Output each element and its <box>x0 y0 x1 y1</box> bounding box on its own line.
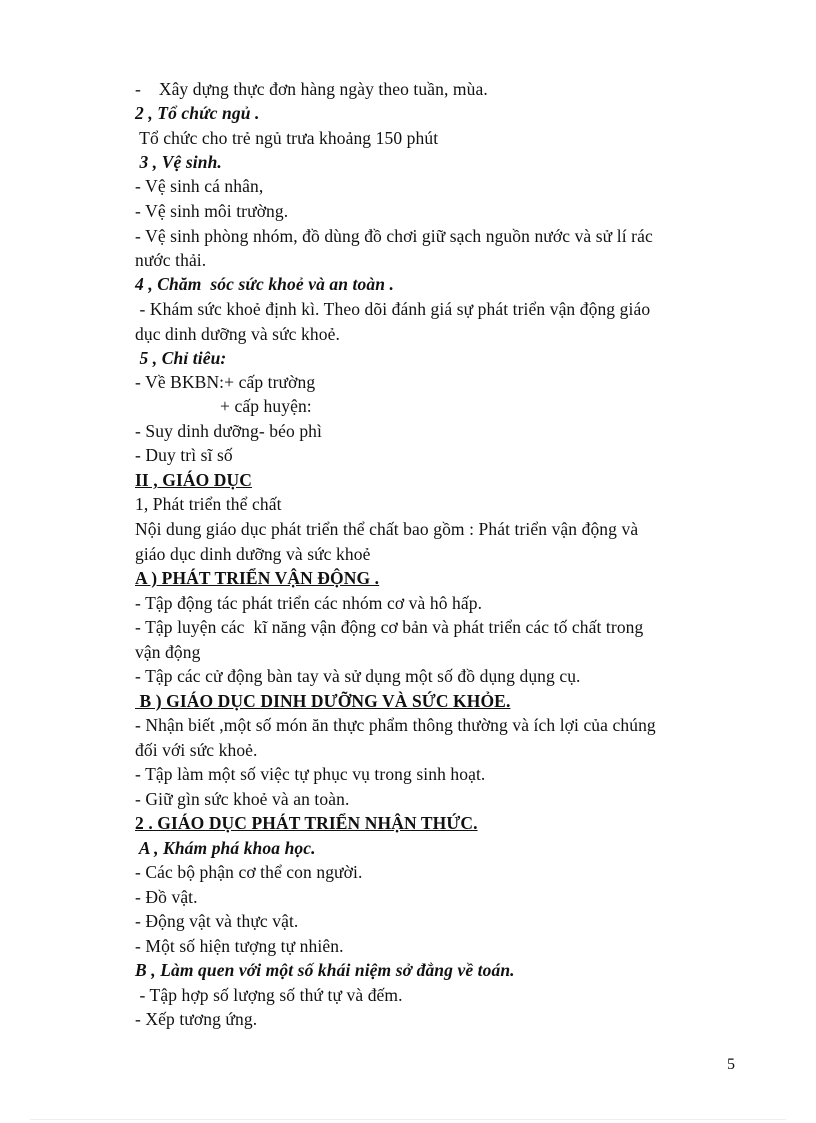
text-line: - Tập động tác phát triển các nhóm cơ và hô hấp. <box>135 593 483 613</box>
section-heading: A , Khám phá khoa học. <box>135 838 316 858</box>
text-line: - Vệ sinh môi trường. <box>135 201 289 221</box>
section-heading: 4 , Chăm sóc sức khoẻ và an toàn . <box>135 274 395 294</box>
section-heading: 2 , Tổ chức ngủ . <box>135 103 260 123</box>
text-line: Nội dung giáo dục phát triển thể chất bao gồm : Phát triển vận động và <box>135 519 639 539</box>
section-heading: 5 , Chỉ tiêu: <box>135 348 227 368</box>
chapter-heading: 2 . GIÁO DỤC PHÁT TRIỂN NHẬN THỨC. <box>135 813 478 833</box>
text-line: - Suy dinh dưỡng- béo phì <box>135 421 322 441</box>
text-line: vận động <box>135 642 201 662</box>
text-line: giáo dục dinh dưỡng và sức khoẻ <box>135 544 371 564</box>
text-line: - Các bộ phận cơ thể con người. <box>135 862 363 882</box>
text-line: - Xây dựng thực đơn hàng ngày theo tuần, mùa. <box>135 79 488 99</box>
text-line: nước thải. <box>135 250 207 270</box>
text-line: - Vệ sinh cá nhân, <box>135 176 264 196</box>
text-line: dục dinh dưỡng và sức khoẻ. <box>135 324 340 344</box>
text-line: - Một số hiện tượng tự nhiên. <box>135 936 344 956</box>
section-heading: B , Làm quen với một số khái niệm sở đẳng về toán. <box>135 960 515 980</box>
chapter-heading: II , GIÁO DỤC <box>135 470 253 490</box>
page-bottom-edge <box>30 1119 786 1120</box>
text-line: - Khám sức khoẻ định kì. Theo dõi đánh giá sự phát triển vận động giáo <box>135 299 651 319</box>
subsection-heading: 1, Phát triển thể chất <box>135 494 282 514</box>
text-line: - Đồ vật. <box>135 887 198 907</box>
text-line: - Về BKBN:+ cấp trường <box>135 372 316 392</box>
text-line: - Tập luyện các kĩ năng vận động cơ bản và phát triển các tố chất trong <box>135 617 644 637</box>
text-line: đối với sức khoẻ. <box>135 740 258 760</box>
text-line: Tổ chức cho trẻ ngủ trưa khoảng 150 phút <box>135 128 439 148</box>
text-line: - Vệ sinh phòng nhóm, đồ dùng đồ chơi giữ sạch nguồn nước và sử lí rác <box>135 226 653 246</box>
text-line: - Tập làm một số việc tự phục vụ trong sinh hoạt. <box>135 764 486 784</box>
page-number: 5 <box>727 1056 735 1073</box>
section-heading: B ) GIÁO DỤC DINH DƯỠNG VÀ SỨC KHỎE. <box>135 691 511 711</box>
text-line: - Tập các cử động bàn tay và sử dụng một số đồ dụng dụng cụ. <box>135 666 581 686</box>
section-heading: 3 , Vệ sinh. <box>135 152 222 172</box>
text-line: - Xếp tương ứng. <box>135 1009 258 1029</box>
section-heading: A ) PHÁT TRIỂN VẬN ĐỘNG . <box>135 568 380 588</box>
text-line: - Nhận biết ,một số món ăn thực phẩm thông thường và ích lợi của chúng <box>135 715 656 735</box>
text-line: - Động vật và thực vật. <box>135 911 299 931</box>
text-line: - Tập hợp số lượng số thứ tự và đếm. <box>135 985 403 1005</box>
text-line: - Duy trì sĩ số <box>135 445 233 465</box>
text-line: + cấp huyện: <box>135 396 312 416</box>
text-line: - Giữ gìn sức khoẻ và an toàn. <box>135 789 350 809</box>
